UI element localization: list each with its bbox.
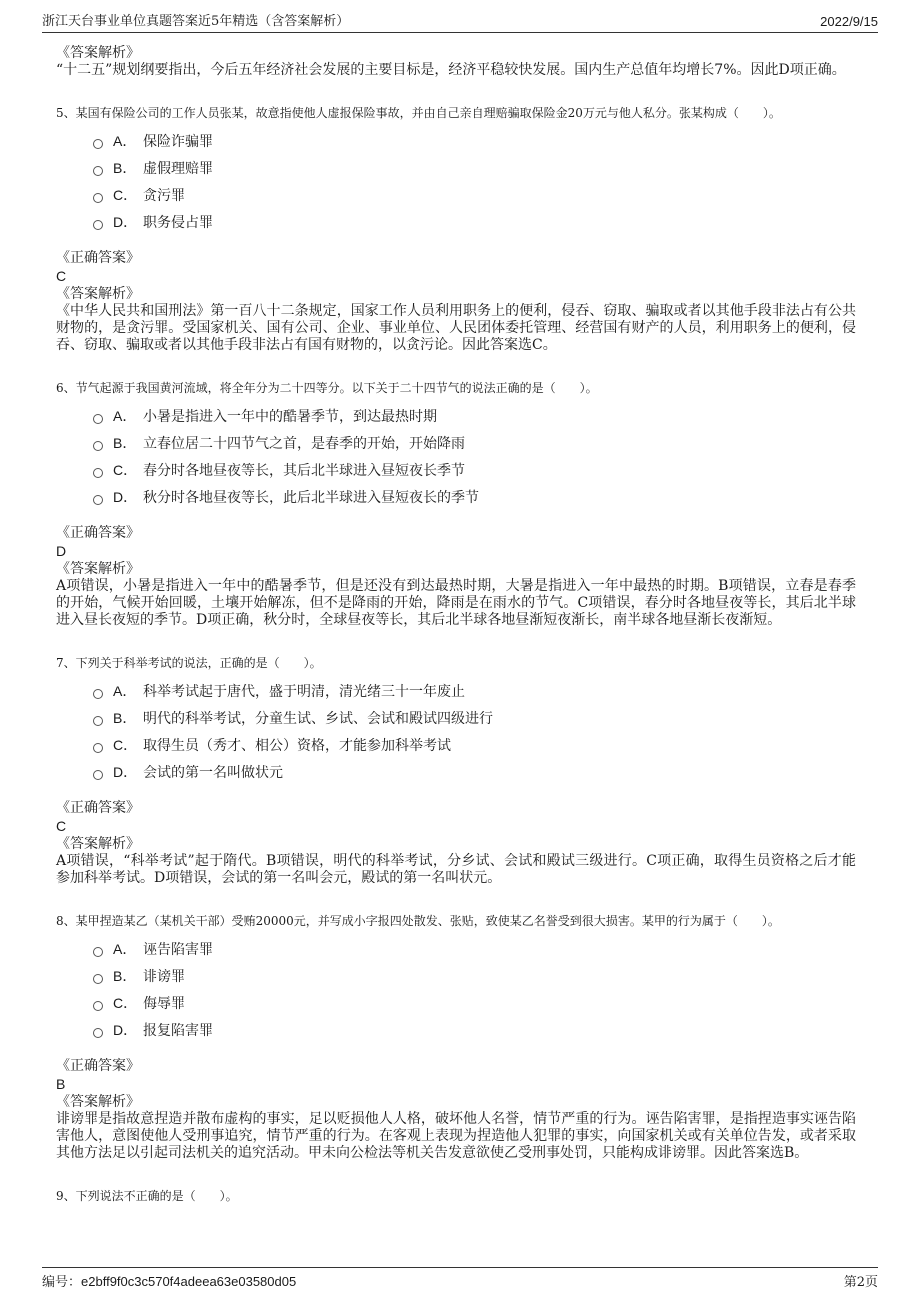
answer-value: C <box>56 268 67 284</box>
option-b[interactable] <box>93 704 856 731</box>
option-a[interactable] <box>93 127 856 154</box>
option-letter: C． <box>113 736 138 753</box>
option-text: 贪污罪 <box>143 187 185 204</box>
answer-label: 《正确答案》 <box>56 525 140 541</box>
option-text: 小暑是指进入一年中的酷暑季节，到达最热时期 <box>143 408 437 425</box>
option-c[interactable] <box>93 731 856 758</box>
option-letter: A． <box>113 682 137 699</box>
option-d[interactable] <box>93 1016 856 1043</box>
option-letter: A． <box>113 407 137 424</box>
document-date: 2022/9/15 <box>820 14 878 29</box>
option-letter: A． <box>113 940 137 957</box>
option-text: 科举考试起于唐代，盛于明清，清光绪三十一年废止 <box>143 683 465 700</box>
option-letter: D． <box>113 213 138 230</box>
explanation-label: 《答案解析》 <box>56 286 140 302</box>
explanation-label: 《答案解析》 <box>56 1094 140 1110</box>
explanation-text: 《中华人民共和国刑法》第一百八十二条规定，国家工作人员利用职务上的便利，侵吞、窃取、骗取或者以其他手段非法占有公共财物的，是贪污罪。受国家机关、国有公司、企业、事业单位、人民团体委托管理、经营国有财产的人员，利用职务上的便利，侵吞、窃取、骗取或者以其他手段非法占有国有财物的，以贪污论。因此答案选C。 <box>56 303 856 353</box>
option-b[interactable] <box>93 429 856 456</box>
radio-icon[interactable] <box>93 468 103 478</box>
explanation-text: “十二五”规划纲要指出，今后五年经济社会发展的主要目标是，经济平稳较快发展。国内生产总值年均增长7%。因此D项正确。 <box>56 62 846 78</box>
explanation-text: 诽谤罪是指故意捏造并散布虚构的事实，足以贬损他人人格，破坏他人名誉，情节严重的行为。诬告陷害罪，是指捏造事实诬告陷害他人，意图使他人受刑事追究，情节严重的行为。在客观上表现为捏造他人犯罪的事实，向国家机关或有关单位告发，或者采取其他方法足以引起司法机关的追究活动。甲未向公检法等机关告发意欲使乙受刑事处罚，只能构成诽谤罪。因此答案选B。 <box>56 1111 856 1161</box>
option-letter: D． <box>113 1021 138 1038</box>
radio-icon[interactable] <box>93 947 103 957</box>
document-code <box>42 1271 296 1290</box>
option-text: 春分时各地昼夜等长，其后北半球进入昼短夜长季节 <box>143 462 465 479</box>
answer-value: D <box>56 543 67 559</box>
option-text: 诬告陷害罪 <box>143 941 213 958</box>
answer-block <box>56 799 856 887</box>
question-text: 6、节气起源于我国黄河流域，将全年分为二十四等分。以下关于二十四节气的说法正确的是（ ）。 <box>56 381 598 395</box>
option-a[interactable] <box>93 402 856 429</box>
page-footer <box>42 1267 878 1290</box>
option-text: 职务侵占罪 <box>143 214 213 231</box>
option-letter: B． <box>113 434 137 451</box>
answer-label: 《正确答案》 <box>56 800 140 816</box>
explanation-label: 《答案解析》 <box>56 561 140 577</box>
radio-icon[interactable] <box>93 193 103 203</box>
explanation-text: A项错误，小暑是指进入一年中的酷暑季节，但是还没有到达最热时期，大暑是指进入一年中最热的时期。B项错误，立春是春季的开始，气候开始回暖，土壤开始解冻，但不是降雨的开始，降雨是在雨水的节气。C项错误，春分时各地昼夜等长，其后北半球进入昼长夜短的季节。D项正确，秋分时，全球昼夜等长，其后北半球各地昼渐短夜渐长，南半球各地昼渐长夜渐短。 <box>56 578 856 628</box>
option-letter: B． <box>113 159 137 176</box>
answer-label: 《正确答案》 <box>56 250 140 266</box>
radio-icon[interactable] <box>93 743 103 753</box>
question-5 <box>56 105 856 354</box>
answer-block <box>56 1057 856 1162</box>
radio-icon[interactable] <box>93 689 103 699</box>
option-d[interactable] <box>93 758 856 785</box>
option-a[interactable] <box>93 677 856 704</box>
radio-icon[interactable] <box>93 1028 103 1038</box>
question-text: 7、下列关于科举考试的说法，正确的是（ ）。 <box>56 656 322 670</box>
document-title: 浙江天台事业单位真题答案近5年精选（含答案解析） <box>42 14 350 29</box>
page-content <box>56 44 856 1210</box>
option-letter: D． <box>113 488 138 505</box>
option-b[interactable] <box>93 154 856 181</box>
option-list <box>93 127 856 235</box>
option-letter: A． <box>113 132 137 149</box>
option-text: 明代的科举考试，分童生试、乡试、会试和殿试四级进行 <box>143 710 493 727</box>
option-text: 秋分时各地昼夜等长，此后北半球进入昼短夜长的季节 <box>143 489 479 506</box>
option-text: 虚假理赔罪 <box>143 160 213 177</box>
option-text: 诽谤罪 <box>143 968 185 985</box>
question-text: 8、某甲捏造某乙（某机关干部）受贿20000元，并写成小字报四处散发、张贴，致使某乙名誉受到很大损害。某甲的行为属于（ ）。 <box>56 914 780 928</box>
radio-icon[interactable] <box>93 441 103 451</box>
option-c[interactable] <box>93 989 856 1016</box>
page-header <box>42 10 878 33</box>
option-list <box>93 402 856 510</box>
question-8 <box>56 913 856 1162</box>
page-number: 第2页 <box>843 1275 878 1290</box>
explanation-label: 《答案解析》 <box>56 836 140 852</box>
option-d[interactable] <box>93 208 856 235</box>
question-7 <box>56 655 856 887</box>
radio-icon[interactable] <box>93 770 103 780</box>
radio-icon[interactable] <box>93 220 103 230</box>
answer-value: C <box>56 818 67 834</box>
option-d[interactable] <box>93 483 856 510</box>
answer-label: 《正确答案》 <box>56 1058 140 1074</box>
answer-value: B <box>56 1076 66 1092</box>
option-text: 保险诈骗罪 <box>143 133 213 150</box>
explanation-text: A项错误，“科举考试”起于隋代。B项错误，明代的科举考试，分乡试、会试和殿试三级进行。C项正确，取得生员资格之后才能参加科举考试。D项错误，会试的第一名叫会元，殿试的第一名叫状元。 <box>56 853 856 886</box>
code-label: 编号： <box>42 1275 82 1290</box>
option-c[interactable] <box>93 181 856 208</box>
option-list <box>93 677 856 785</box>
radio-icon[interactable] <box>93 166 103 176</box>
radio-icon[interactable] <box>93 414 103 424</box>
radio-icon[interactable] <box>93 139 103 149</box>
option-letter: D． <box>113 763 138 780</box>
question-9-text: 9、下列说法不正确的是（ ）。 <box>56 1189 238 1203</box>
intro-explanation <box>56 44 856 79</box>
option-letter: C． <box>113 186 138 203</box>
option-text: 会试的第一名叫做状元 <box>143 764 283 781</box>
code-value: e2bff9f0c3c570f4adeea63e03580d05 <box>81 1274 297 1289</box>
option-text: 侮辱罪 <box>143 995 185 1012</box>
explanation-label: 《答案解析》 <box>56 45 140 61</box>
option-letter: C． <box>113 994 138 1011</box>
question-6 <box>56 380 856 629</box>
radio-icon[interactable] <box>93 974 103 984</box>
option-c[interactable] <box>93 456 856 483</box>
option-a[interactable] <box>93 935 856 962</box>
option-b[interactable] <box>93 962 856 989</box>
radio-icon[interactable] <box>93 1001 103 1011</box>
answer-block <box>56 524 856 629</box>
option-letter: B． <box>113 709 137 726</box>
option-letter: B． <box>113 967 137 984</box>
radio-icon[interactable] <box>93 495 103 505</box>
option-letter: C． <box>113 461 138 478</box>
option-text: 取得生员（秀才、相公）资格，才能参加科举考试 <box>143 737 451 754</box>
option-text: 立春位居二十四节气之首，是春季的开始，开始降雨 <box>143 435 465 452</box>
option-list <box>93 935 856 1043</box>
radio-icon[interactable] <box>93 716 103 726</box>
question-text: 5、某国有保险公司的工作人员张某，故意指使他人虚报保险事故，并由自己亲自理赔骗取保险金20万元与他人私分。张某构成（ ）。 <box>56 106 781 120</box>
option-text: 报复陷害罪 <box>143 1022 213 1039</box>
answer-block <box>56 249 856 354</box>
